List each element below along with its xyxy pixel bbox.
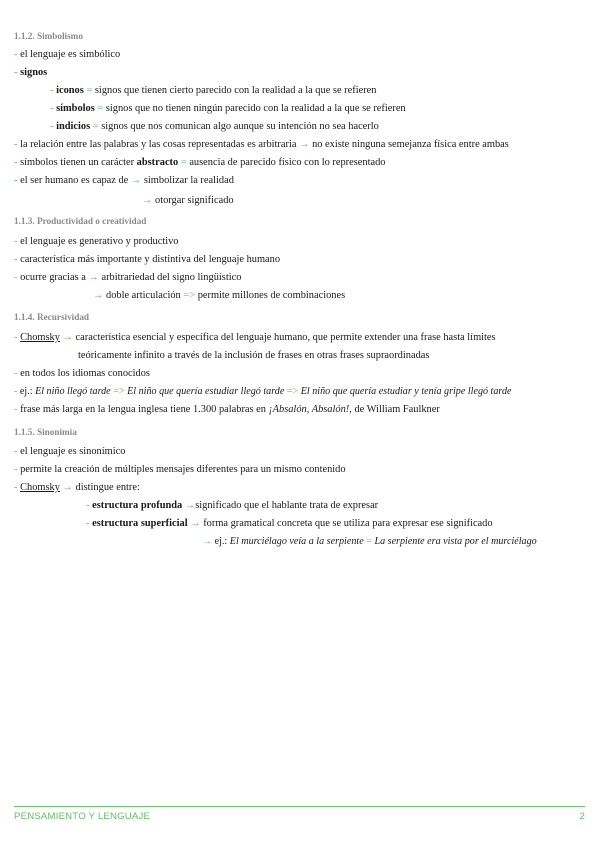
arrow-icon: → bbox=[62, 332, 73, 343]
definition: signos que nos comunican algo aunque su intención no sea hacerlo bbox=[101, 121, 379, 132]
bullet-line bbox=[14, 67, 47, 79]
equals-sign: = bbox=[97, 103, 104, 114]
sub-bullet-line bbox=[50, 121, 379, 133]
equals-sign: = bbox=[92, 121, 99, 132]
bullet-dash: - bbox=[14, 482, 18, 493]
line-text: el lenguaje es simbólico bbox=[20, 49, 121, 60]
continuation-line bbox=[202, 536, 537, 548]
definition: ausencia de parecido físico con lo representado bbox=[189, 157, 386, 168]
double-arrow-icon: => bbox=[183, 290, 196, 301]
sub-bullet-line bbox=[50, 85, 376, 97]
bullet-dash: - bbox=[14, 464, 18, 475]
bullet-dash: - bbox=[14, 236, 18, 247]
line-text: no existe ninguna semejanza física entre ambas bbox=[312, 139, 509, 150]
term: estructura profunda bbox=[92, 500, 183, 511]
line-text: ej.: bbox=[19, 386, 33, 397]
author-name: Chomsky bbox=[20, 332, 60, 343]
arrow-icon: → bbox=[184, 500, 196, 511]
definition: signos que tienen cierto parecido con la realidad a la que se refieren bbox=[94, 85, 377, 96]
term: símbolos bbox=[56, 103, 95, 114]
bullet-dash: - bbox=[14, 386, 18, 397]
page-number: 2 bbox=[579, 811, 585, 822]
term: abstracto bbox=[136, 157, 179, 168]
line-text: frase más larga en la lengua inglesa tiene 1.300 palabras en bbox=[20, 404, 266, 415]
bullet-line bbox=[14, 139, 509, 151]
line-text: teóricamente infinito a través de la inclusión de frases en otras frases supraordinadas bbox=[78, 350, 430, 361]
term: indicios bbox=[56, 121, 91, 132]
definition: forma gramatical concreta que se utiliza para expresar ese significado bbox=[203, 518, 493, 529]
bullet-dash: - bbox=[86, 518, 90, 529]
line-text: signos bbox=[20, 67, 48, 78]
line-text: otorgar significado bbox=[155, 195, 234, 206]
bullet-dash: - bbox=[14, 272, 18, 283]
bullet-dash: - bbox=[50, 121, 54, 132]
line-text: el ser humano es capaz de bbox=[20, 175, 129, 186]
bullet-line bbox=[14, 464, 346, 476]
term: estructura superficial bbox=[92, 518, 188, 529]
bullet-line bbox=[14, 386, 512, 398]
bullet-dash: - bbox=[50, 103, 54, 114]
footer-title: PENSAMIENTO Y LENGUAJE bbox=[14, 811, 151, 822]
example-text: El niño que quería estudiar y tenía gripe llegó tarde bbox=[300, 386, 512, 397]
line-text: ocurre gracias a bbox=[20, 272, 86, 283]
bullet-line bbox=[14, 332, 496, 344]
example-text: El niño llegó tarde bbox=[35, 386, 111, 397]
bullet-dash: - bbox=[50, 85, 54, 96]
arrow-icon: → bbox=[190, 518, 201, 529]
bullet-dash: - bbox=[14, 49, 18, 60]
sub-bullet-line bbox=[86, 500, 378, 512]
continuation-line bbox=[93, 290, 345, 302]
definition: significado que el hablante trata de expresar bbox=[195, 500, 379, 511]
line-text: el lenguaje es generativo y productivo bbox=[20, 236, 179, 247]
sub-bullet-line bbox=[86, 518, 493, 530]
bullet-dash: - bbox=[14, 157, 18, 168]
definition: signos que no tienen ningún parecido con la realidad a la que se refieren bbox=[105, 103, 406, 114]
line-text: simbolizar la realidad bbox=[143, 175, 234, 186]
bullet-dash: - bbox=[14, 175, 18, 186]
line-text: ej.: bbox=[214, 536, 228, 547]
bullet-dash: - bbox=[14, 139, 18, 150]
example-text: El niño que quería estudiar llegó tarde bbox=[127, 386, 285, 397]
line-text: en todos los idiomas conocidos bbox=[20, 368, 150, 379]
arrow-icon: → bbox=[62, 482, 73, 493]
bullet-line bbox=[14, 175, 234, 187]
bullet-dash: - bbox=[14, 332, 18, 343]
section-heading-productividad: 1.1.3. Productividad o creatividad bbox=[14, 216, 147, 226]
line-text: doble articulación bbox=[106, 290, 181, 301]
arrow-icon: → bbox=[299, 139, 310, 150]
example-text: El murciélago veía a la serpiente bbox=[229, 536, 364, 547]
line-text: símbolos tienen un carácter bbox=[20, 157, 135, 168]
line-text: permite la creación de múltiples mensajes diferentes para un mismo contenido bbox=[20, 464, 346, 475]
equals-sign: = bbox=[366, 536, 372, 547]
line-text: característica esencial y específica del lenguaje humano, que permite extender una frase hasta límites bbox=[75, 332, 496, 343]
line-text: permite millones de combinaciones bbox=[197, 290, 346, 301]
author-name: Chomsky bbox=[20, 482, 60, 493]
line-text: distingue entre: bbox=[75, 482, 140, 493]
double-arrow-icon: => bbox=[286, 386, 299, 397]
bullet-line bbox=[14, 446, 125, 458]
bullet-dash: - bbox=[14, 404, 18, 415]
continuation-line bbox=[142, 195, 234, 207]
bullet-line bbox=[14, 272, 241, 284]
bullet-line bbox=[14, 482, 140, 494]
line-text: arbitrariedad del signo lingüístico bbox=[101, 272, 242, 283]
line-text: el lenguaje es sinonímico bbox=[20, 446, 126, 457]
bullet-dash: - bbox=[14, 254, 18, 265]
arrow-icon: → bbox=[202, 536, 213, 547]
bullet-dash: - bbox=[14, 67, 18, 78]
double-arrow-icon: => bbox=[113, 386, 125, 397]
bullet-line bbox=[14, 236, 178, 248]
bullet-line bbox=[14, 368, 150, 380]
equals-sign: = bbox=[86, 85, 93, 96]
line-text: característica más importante y distintiva del lenguaje humano bbox=[20, 254, 281, 265]
sub-bullet-line bbox=[50, 103, 406, 115]
example-text: La serpiente era vista por el murciélago bbox=[374, 536, 537, 547]
bullet-line bbox=[14, 157, 386, 169]
bullet-line bbox=[14, 254, 280, 266]
bullet-dash: - bbox=[86, 500, 90, 511]
term: iconos bbox=[56, 85, 84, 96]
line-text: , de William Faulkner bbox=[349, 404, 440, 415]
page-footer bbox=[14, 806, 585, 822]
section-heading-simbolismo: 1.1.2. Simbolismo bbox=[14, 31, 83, 41]
arrow-icon: → bbox=[93, 290, 104, 301]
book-title: ¡Absalón, Absalón! bbox=[268, 404, 350, 415]
section-heading-sinonimia: 1.1.5. Sinonimia bbox=[14, 427, 77, 437]
arrow-icon: → bbox=[88, 272, 99, 283]
continuation-line bbox=[78, 350, 429, 362]
bullet-dash: - bbox=[14, 368, 18, 379]
bullet-dash: - bbox=[14, 446, 18, 457]
section-heading-recursividad: 1.1.4. Recursividad bbox=[14, 312, 90, 322]
arrow-icon: → bbox=[130, 175, 142, 186]
bullet-line bbox=[14, 404, 440, 416]
bullet-line bbox=[14, 49, 120, 61]
arrow-icon: → bbox=[142, 195, 153, 206]
line-text: la relación entre las palabras y las cosas representadas es arbitraria bbox=[20, 139, 297, 150]
equals-sign: = bbox=[180, 157, 187, 168]
